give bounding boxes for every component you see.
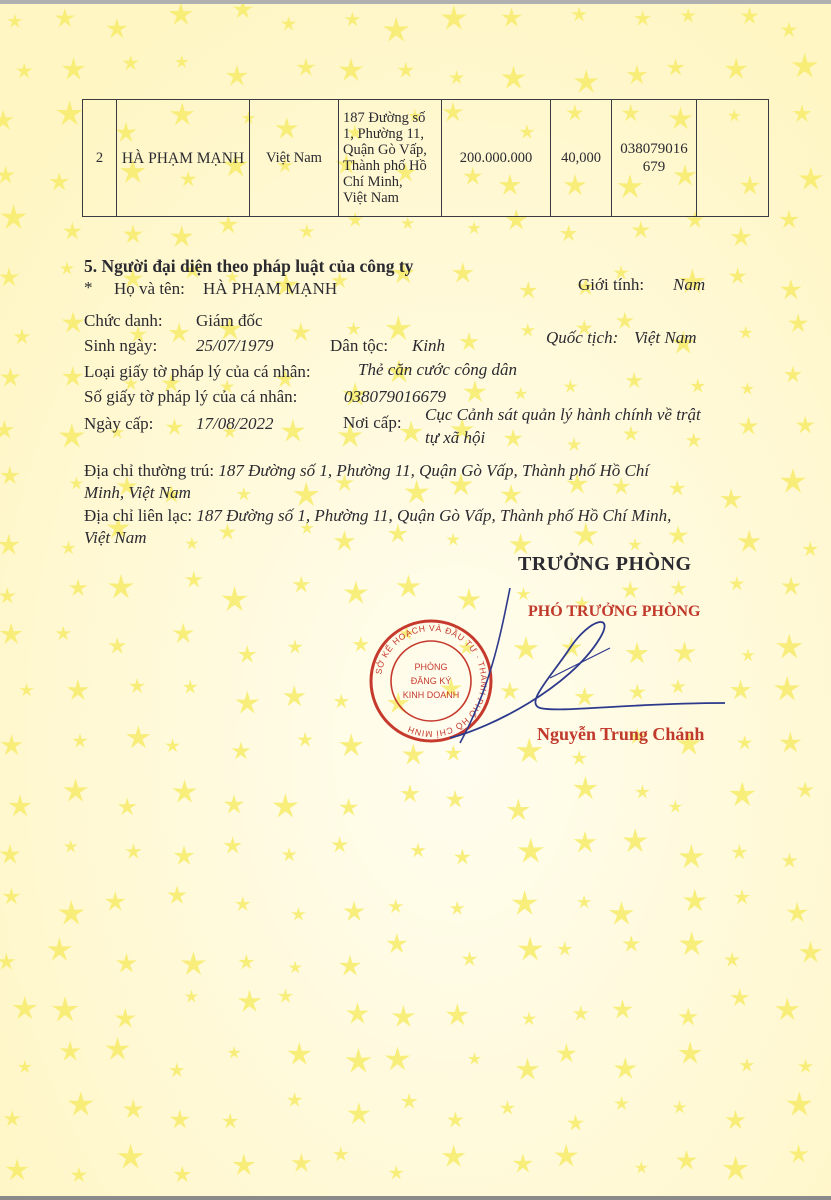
perm-address-value-1: 187 Đường số 1, Phường 11, Quận Gò Vấp, Thành phố Hồ Chí (218, 461, 650, 480)
cell-stt: 2 (83, 100, 117, 217)
cell-id-number (612, 100, 697, 217)
issue-place-value-2: tự xã hội (425, 428, 486, 447)
cell-name (117, 100, 250, 217)
doc-number-label: Số giấy tờ pháp lý của cá nhân: (84, 387, 298, 406)
ethnic-value: Kinh (412, 336, 446, 355)
doc-type-label: Loại giấy tờ pháp lý của cá nhân: (84, 362, 311, 381)
contact-address-label (84, 506, 671, 526)
stamp-line: PHÒNG (414, 662, 448, 672)
gender-label: Giới tính: (578, 275, 645, 294)
dob-label: Sinh ngày: (84, 336, 158, 355)
doc-type-value: Thẻ căn cước công dân (358, 360, 518, 379)
deputy-title: PHÓ TRƯỞNG PHÒNG (528, 603, 701, 620)
stamp-line: ĐĂNG KÝ (410, 676, 452, 686)
issue-date-label: Ngày cấp: (84, 414, 154, 433)
cell-name-text: HÀ PHẠM MẠNH (121, 149, 245, 167)
perm-address-label-text: Địa chỉ thường trú: (84, 461, 215, 480)
doc-number-value: 038079016679 (344, 387, 446, 406)
contact-address-value-2: Việt Nam (84, 528, 147, 547)
section-5-heading: 5. Người đại diện theo pháp luật của công ty (84, 256, 414, 276)
signature-title: TRƯỞNG PHÒNG (518, 553, 692, 575)
cell-address (339, 100, 442, 217)
name-value: HÀ PHẠM MẠNH (203, 279, 338, 298)
shareholder-table (82, 99, 769, 217)
cell-ratio: 40,000 (551, 100, 612, 217)
signer-name: Nguyễn Trung Chánh (537, 724, 705, 744)
address-line: Việt Nam (343, 190, 399, 206)
perm-address-label (84, 461, 649, 481)
bullet: * (84, 278, 93, 297)
nationality-label: Quốc tịch: (546, 328, 619, 347)
cell-note (697, 100, 769, 217)
name-label: Họ và tên: (114, 279, 185, 298)
cell-capital: 200.000.000 (442, 100, 551, 217)
dob-value: 25/07/1979 (196, 336, 274, 355)
contact-address-label-text: Địa chỉ liên lạc: (84, 506, 193, 525)
nationality-value: Việt Nam (634, 328, 697, 347)
title-label: Chức danh: (84, 311, 163, 330)
title-value: Giám đốc (196, 311, 263, 330)
address-line: Thành phố Hồ (343, 158, 427, 174)
address-line: Quận Gò Vấp, (343, 142, 427, 158)
id-line: 679 (642, 159, 666, 175)
stamp-line: KINH DOANH (402, 690, 460, 700)
handwritten-signature (430, 578, 730, 748)
ethnic-label: Dân tộc: (330, 336, 389, 355)
contact-address-value-1: 187 Đường số 1, Phường 11, Quận Gò Vấp, Thành phố Hồ Chí Minh, (196, 506, 672, 525)
table-row (83, 100, 769, 217)
gender-value: Nam (673, 275, 706, 294)
issue-place-label: Nơi cấp: (343, 413, 402, 432)
stamp-ring-text: SỞ KẾ HOẠCH VÀ ĐẦU TƯ · THÀNH PHỐ HỒ CHÍ MINH (373, 622, 490, 740)
cell-nationality: Việt Nam (250, 100, 339, 217)
address-line: Chí Minh, (343, 174, 403, 190)
issue-place-value-1: Cục Cảnh sát quản lý hành chính về trật (425, 405, 701, 424)
issue-date-value: 17/08/2022 (196, 414, 274, 433)
id-line: 038079016 (620, 141, 688, 157)
perm-address-value-2: Minh, Việt Nam (84, 483, 191, 502)
address-line: 187 Đường số (343, 110, 426, 126)
address-line: 1, Phường 11, (343, 126, 425, 142)
